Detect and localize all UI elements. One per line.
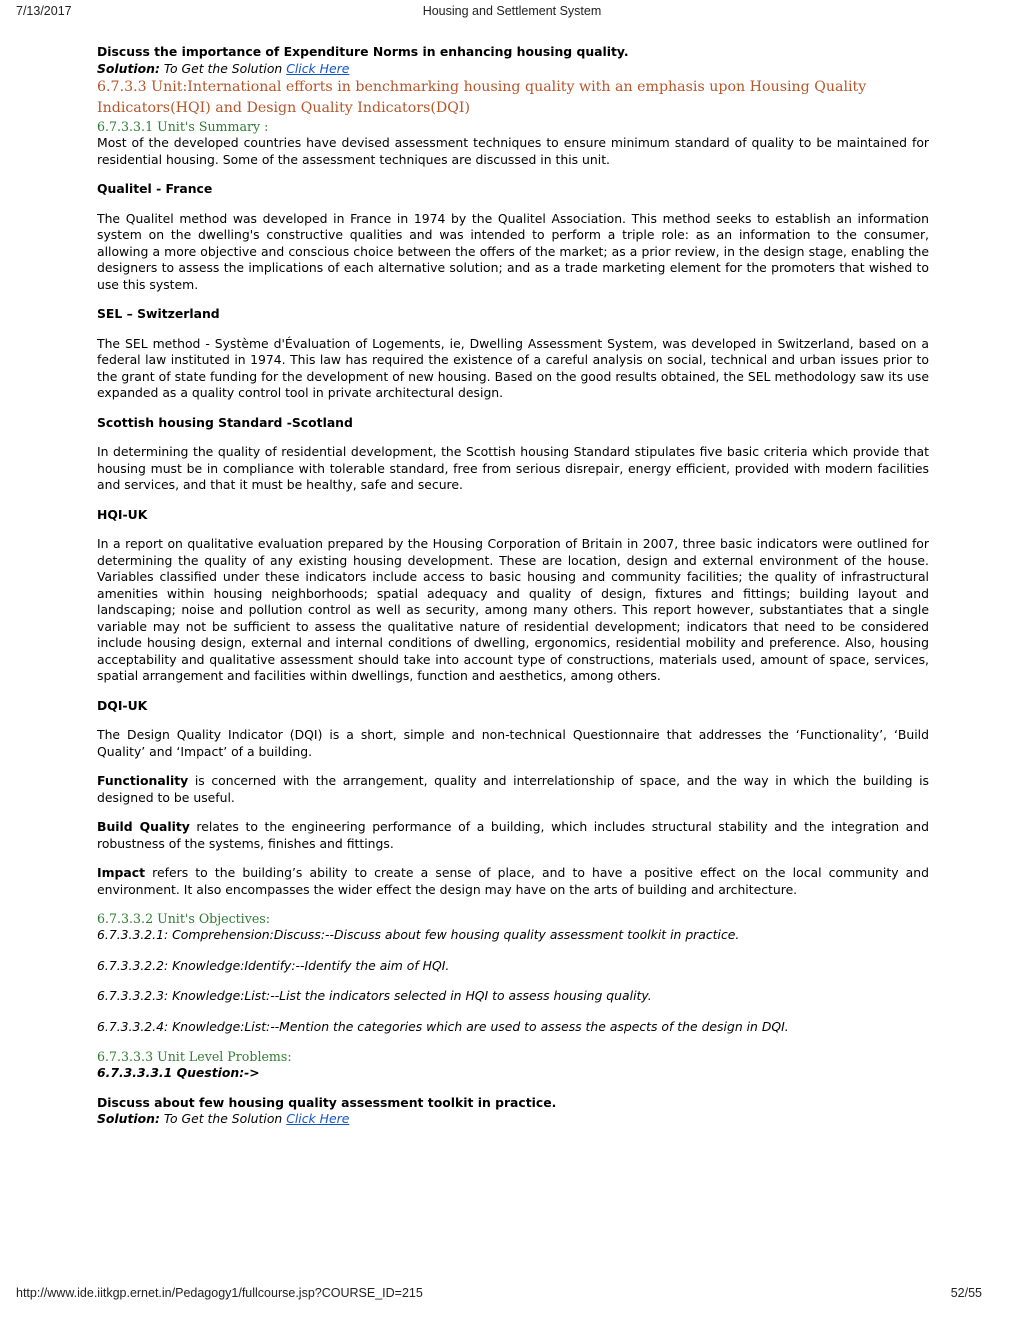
build-quality-paragraph bbox=[97, 819, 929, 852]
impact-paragraph bbox=[97, 865, 929, 898]
summary-heading: 6.7.3.3.1 Unit's Summary : bbox=[97, 119, 269, 134]
print-date: 7/13/2017 bbox=[16, 4, 72, 18]
functionality-term: Functionality bbox=[97, 773, 189, 788]
solution-text: To Get the Solution bbox=[163, 1111, 283, 1126]
hqi-text: In a report on qualitative evaluation prepared by the Housing Corporation of Britain in 2007, three basic indicators were outlined for determining the quality of any existing housing development. These are location, design and external environment of the house. Variables classified under these indicators include access to basic housing and community facilities; the quality of infrastructural amenities within housing neighborhoods; spatial adequacy and quality of design, fixtures and fittings; building layout and landscaping; noise and pollution control as well as security, among many others. This report however, substantiates that a single variable may not be sufficient to assess the qualitative nature of residential development; indicators that need to be considered include housing design, external and internal conditions of dwelling, ergonomics, residential mobility and preference. Also, housing acceptability and qualitative assessment should take into account type of constructions, materials used, amount of space, services, spatial arrangement and facilities within dwellings, function and aesthetics, among others. bbox=[97, 536, 929, 683]
sel-text: The SEL method - Système d'Évaluation of Logements, ie, Dwelling Assessment System, was developed in Switzerland, based on a federal law instituted in 1974. This law has required the existence of a careful analysis on social, technical and urban issues prior to the grant of state funding for the development of new housing. Based on the good results obtained, the SEL methodology saw its use expanded as a quality control tool in private architectural design. bbox=[97, 335, 929, 400]
document-title: Housing and Settlement System bbox=[422, 4, 602, 18]
problems-heading: 6.7.3.3.3 Unit Level Problems: bbox=[97, 1049, 292, 1064]
solution-label: Solution: bbox=[97, 60, 160, 76]
solution-line-bottom bbox=[97, 1111, 929, 1128]
objective-item: 6.7.3.3.2.2: Knowledge:Identify:--Identify the aim of HQI. bbox=[97, 957, 450, 973]
page-header bbox=[0, 4, 1024, 20]
sel-label: SEL – Switzerland bbox=[97, 306, 220, 321]
solution-link-bottom[interactable]: Click Here bbox=[286, 1111, 350, 1126]
qualitel-text: The Qualitel method was developed in France in 1974 by the Qualitel Association. This method seeks to establish an information system on the dwelling's constructive qualities and was intended to perform a triple role: as an information to the consumer, allowing a more objective and conscious choice between the offers of the market; as a prior review, in the design stage, enabling the designers to assess the implications of each alternative solution; and as a trade marketing element for the promoters that wished to use this system. bbox=[97, 210, 929, 292]
page-number: 52/55 bbox=[950, 1286, 982, 1300]
expenditure-question: Discuss the importance of Expenditure Norms in enhancing housing quality. bbox=[97, 44, 629, 59]
solution-label: Solution: bbox=[97, 1111, 160, 1126]
functionality-paragraph bbox=[97, 773, 929, 806]
solution-text: To Get the Solution bbox=[163, 60, 283, 76]
objective-item: 6.7.3.3.2.4: Knowledge:List:--Mention the categories which are used to assess the aspects of the design in DQI. bbox=[97, 1018, 789, 1034]
impact-text: refers to the building’s ability to create a sense of place, and to have a positive effect on the local community and environment. It also encompasses the wider effect the design may have on the arts of building and architecture. bbox=[97, 865, 929, 897]
question-text: Discuss about few housing quality assessment toolkit in practice. bbox=[97, 1094, 557, 1110]
functionality-text: is concerned with the arrangement, quality and interrelationship of space, and the way in which the building is designed to be useful. bbox=[97, 773, 929, 805]
dqi-text: The Design Quality Indicator (DQI) is a short, simple and non-technical Questionnaire that addresses the ‘Functionality’, ‘Build Quality’ and ‘Impact’ of a building. bbox=[97, 727, 929, 759]
page-footer bbox=[0, 1286, 1024, 1302]
solution-line-top bbox=[97, 61, 929, 78]
objective-item: 6.7.3.3.2.3: Knowledge:List:--List the indicators selected in HQI to assess housing quality. bbox=[97, 988, 652, 1003]
solution-link-top[interactable]: Click Here bbox=[286, 60, 350, 76]
unit-heading: 6.7.3.3 Unit:International efforts in benchmarking housing quality with an emphasis upon Housing Quality Indicators(HQI) and Design Quality Indicators(DQI) bbox=[97, 79, 867, 116]
dqi-label: DQI-UK bbox=[97, 697, 148, 713]
hqi-label: HQI-UK bbox=[97, 506, 148, 522]
footer-url: http://www.ide.iitkgp.ernet.in/Pedagogy1/fullcourse.jsp?COURSE_ID=215 bbox=[16, 1286, 423, 1300]
question-label: 6.7.3.3.3.1 Question:-> bbox=[97, 1065, 260, 1080]
qualitel-label: Qualitel - France bbox=[97, 181, 213, 196]
build-quality-text: relates to the engineering performance of a building, which includes structural stability and the integration and robustness of the systems, finishes and fittings. bbox=[97, 819, 929, 851]
summary-intro: Most of the developed countries have devised assessment techniques to ensure minimum standard of quality to be maintained for residential housing. Some of the assessment techniques are discussed in this unit. bbox=[97, 135, 929, 167]
objective-item: 6.7.3.3.2.1: Comprehension:Discuss:--Discuss about few housing quality assessment toolkit in practice. bbox=[97, 927, 740, 942]
page-content bbox=[97, 44, 929, 1128]
build-quality-term: Build Quality bbox=[97, 819, 190, 834]
scotland-text: In determining the quality of residential development, the Scottish housing Standard stipulates five basic criteria which provide that housing must be in compliance with tolerable standard, free from serious disrepair, energy efficient, provided with modern facilities and services, and that it must be healthy, safe and secure. bbox=[97, 444, 929, 492]
scotland-label: Scottish housing Standard -Scotland bbox=[97, 414, 353, 430]
objectives-heading: 6.7.3.3.2 Unit's Objectives: bbox=[97, 911, 270, 926]
impact-term: Impact bbox=[97, 865, 146, 880]
